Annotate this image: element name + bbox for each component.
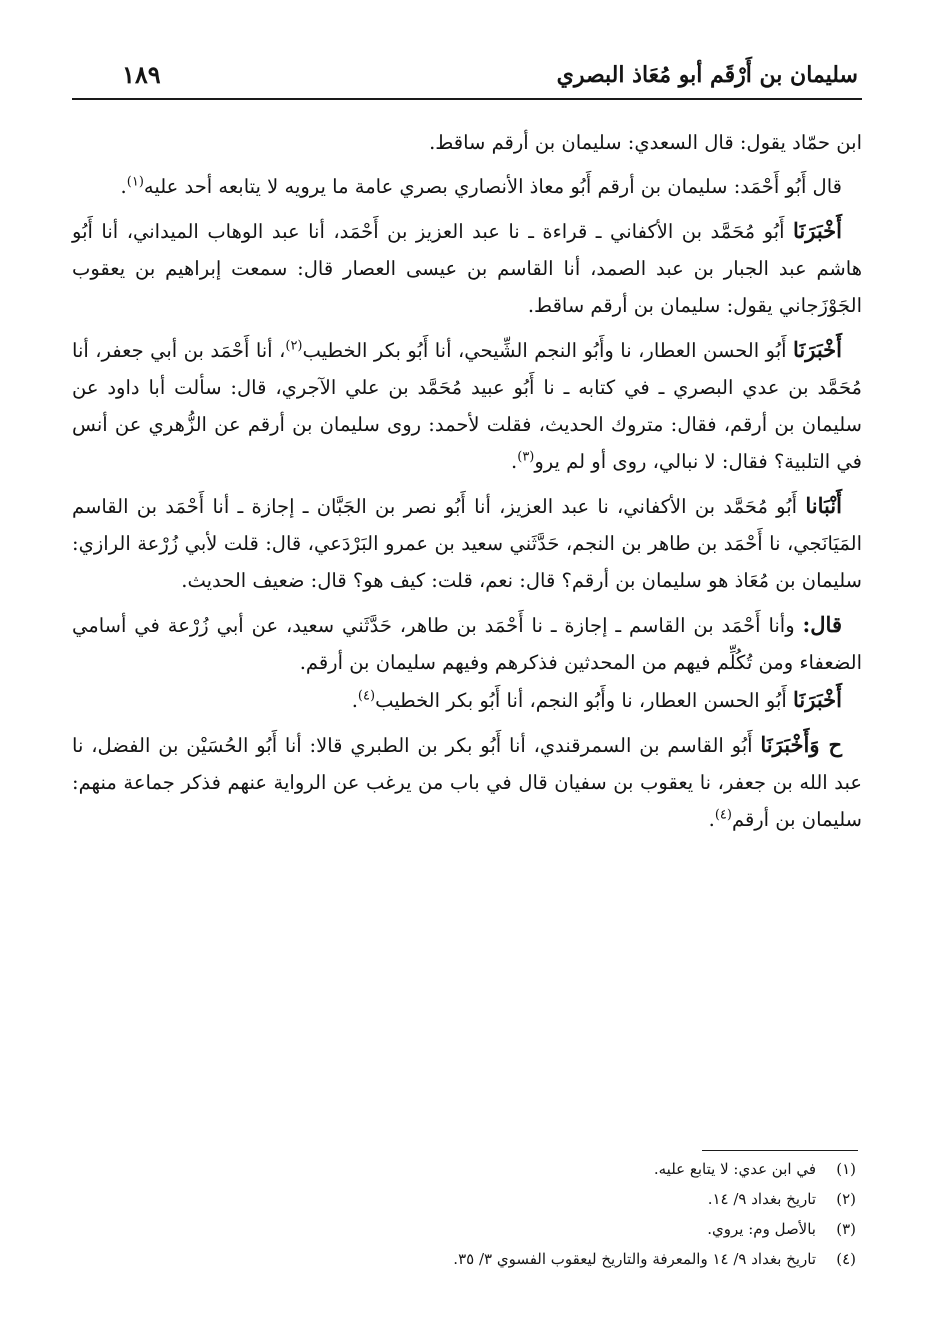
footnote-text: تاريخ بغداد ٩/ ١٤ والمعرفة والتاريخ ليعقوب الفسوي ٣/ ٣٥. (453, 1250, 816, 1268)
isnad-lead: أَنْبَانا (805, 493, 842, 518)
paragraph (72, 606, 862, 681)
paragraph-tail: . (708, 808, 715, 831)
footnotes (300, 1154, 856, 1274)
footnote-text: بالأصل وم: يروي. (707, 1220, 816, 1238)
footnote (300, 1154, 856, 1184)
paragraph-text: ابن حمّاد يقول: قال السعدي: سليمان بن أرقم ساقط. (429, 131, 862, 154)
page-number: ١٨٩ (122, 60, 161, 89)
paragraph-text-cont: ، أنا أَحْمَد بن أبي جعفر، أنا مُحَمَّد بن عدي البصري ـ في كتابه ـ نا أَبُو عبيد مُحَمَّد بن علي الآجري، قال: سألت أبا داود عن سليمان بن أرقم، فقال: متروك الحديث، فقلت لأحمد: روى سليمان بن أرقم عن الزُّهري عن أنس في التلبية؟ فقال: لا نبالي، روى أو لم يرو (72, 339, 862, 473)
footnote (300, 1244, 856, 1274)
isnad-lead: أَخْبَرَنَا (793, 337, 842, 362)
footnote-text: في ابن عدي: لا يتابع عليه. (653, 1160, 816, 1178)
isnad-lead: أَخْبَرَنَا (793, 687, 842, 712)
isnad-lead: ح وَأَخْبَرَنَا (760, 732, 843, 757)
paragraph-text: قال أَبُو أَحْمَد: سليمان بن أرقم أَبُو معاذ الأنصاري بصري عامة ما يرويه لا يتابعه أحد عليه (143, 175, 842, 198)
paragraph-text: وأنا أَحْمَد بن القاسم ـ إجازة ـ نا أَحْمَد بن طاهر، حَدَّثَني سعيد، عن أبي زُرْعة في أسامي الضعفاء ومن تُكُلِّم فيهم من المحدثين فذكرهم وفيهم سليمان بن أرقم. (72, 614, 862, 674)
paragraph (72, 212, 862, 324)
footnote-ref: (٤) (357, 688, 376, 704)
paragraph-text: أَبُو الحسن العطار، نا وأَبُو النجم الشِّيحي، أنا أَبُو بكر الخطيب (302, 339, 794, 362)
paragraph (72, 168, 862, 205)
footnote-text: تاريخ بغداد ٩/ ١٤. (707, 1190, 816, 1208)
isnad-lead: أَخْبَرَنَا (793, 218, 842, 243)
running-title: سليمان بن أَرْقَم أبو مُعَاذ البصري (556, 62, 858, 88)
footnote-number: (١) (836, 1160, 856, 1178)
paragraph (72, 331, 862, 480)
footnote (300, 1214, 856, 1244)
paragraph-tail: . (120, 175, 127, 198)
paragraph-text: أَبُو مُحَمَّد بن الأكفاني ـ قراءة ـ نا عبد العزيز بن أَحْمَد، أنا عبد الوهاب الميداني، أنا أَبُو هاشم عبد الجبار بن عبد الصمد، أنا القاسم بن عيسى العصار قال: سمعت إبراهيم بن يعقوب الجَوْزَجاني يقول: سليمان بن أرقم ساقط. (72, 220, 862, 317)
footnote-ref: (١) (126, 174, 144, 190)
footnote-ref: (٤) (714, 807, 732, 823)
footnote-ref: (٢) (285, 338, 303, 354)
paragraph-text: أَبُو القاسم بن السمرقندي، أنا أَبُو بكر بن الطبري قالا: أنا أَبُو الحُسَيْن بن الفضل، نا عبد الله بن جعفر، نا يعقوب بن سفيان قال في باب من يرغب عن الرواية عنهم فذكر جماعة منهم: سليمان بن أرقم (72, 734, 862, 831)
paragraph (72, 726, 862, 838)
main-text (72, 124, 862, 845)
footnote-divider (702, 1150, 858, 1151)
footnote (300, 1184, 856, 1214)
footnote-number: (٤) (836, 1250, 856, 1268)
footnote-number: (٣) (836, 1220, 856, 1238)
footnote-ref: (٣) (517, 449, 535, 465)
paragraph (72, 681, 862, 719)
paragraph-text: أَبُو الحسن العطار، نا وأَبُو النجم، أنا أَبُو بكر الخطيب (375, 689, 794, 712)
paragraph-text: أَبُو مُحَمَّد بن الأكفاني، نا عبد العزيز، أنا أَبُو نصر بن الجَبَّان ـ إجازة ـ أنا أَحْمَد بن القاسم المَيَانَجي، نا أَحْمَد بن طاهر بن النجم، حَدَّثَني سعيد بن عمرو البَرْدَعي، قال: قلت لأبي زُرْعة الرازي: سليمان بن مُعَاذ هو سليمان بن أرقم؟ قال: نعم، قلت: كيف هو؟ قال: ضعيف الحديث. (72, 495, 862, 592)
paragraph-tail: . (351, 689, 358, 712)
footnote-number: (٢) (836, 1190, 856, 1208)
paragraph (72, 487, 862, 599)
isnad-lead: قال: (802, 612, 842, 637)
page-header (72, 52, 862, 100)
paragraph-tail: . (511, 450, 518, 473)
paragraph (72, 124, 862, 161)
